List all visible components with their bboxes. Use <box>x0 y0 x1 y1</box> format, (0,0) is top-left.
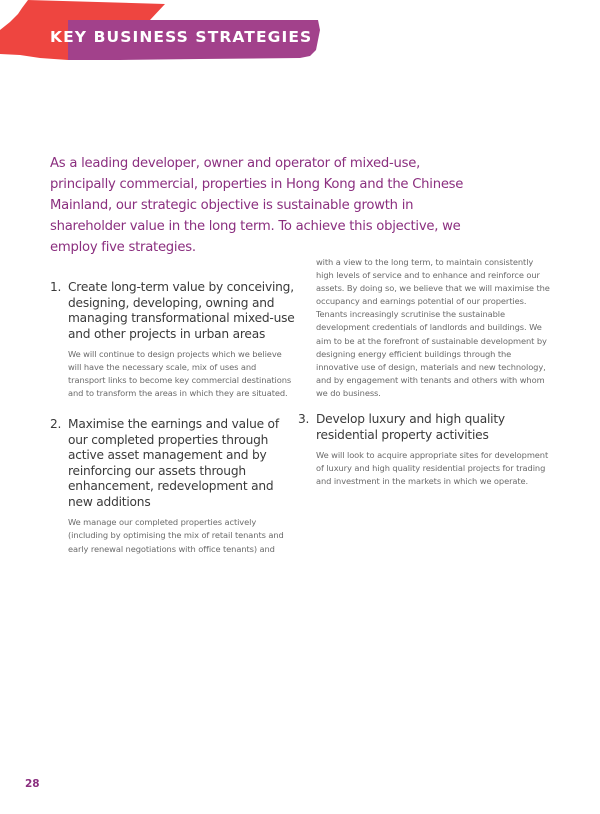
strategy-body: We manage our completed properties actively (including by optimising the mix of retail tenants and early renewal negotiations with office tenants) and <box>68 517 284 554</box>
strategy-1 <box>50 280 295 400</box>
page-title: KEY BUSINESS STRATEGIES <box>50 28 313 46</box>
right-column <box>298 256 551 488</box>
strategy-body: We will continue to design projects which we believe will have the necessary scale, mix of uses and transport links to become key commercial destinations and to transform the areas in which they are situated. <box>68 349 292 399</box>
strategy-number: 2. <box>50 417 62 432</box>
strategy-3 <box>298 412 551 488</box>
strategy-2 <box>50 417 295 555</box>
strategy-heading <box>50 280 295 342</box>
left-column <box>50 280 295 556</box>
strategy-title: Develop luxury and high quality residential property activities <box>316 412 505 442</box>
intro-statement: As a leading developer, owner and operator of mixed-use, principally commercial, properties in Hong Kong and the Chinese Mainland, our strategic objective is sustainable growth in shareholder value in the long term. To achieve this objective, we employ five strategies. <box>50 156 464 255</box>
strategy-body-paragraph: Tenants increasingly scrutinise the sustainable development credentials of landlords and buildings. We aim to be at the forefront of sustainable development by designing energy efficient buildings through the innovative use of design, materials and new technology, and by engagement with tenants and others with whom we do business. <box>316 309 547 398</box>
page-number: 28 <box>25 778 40 790</box>
strategy-title: Maximise the earnings and value of our completed properties through active asset management and by reinforcing our assets through enhancement, redevelopment and new additions <box>68 417 279 509</box>
strategy-number: 1. <box>50 280 62 294</box>
section-banner <box>0 0 330 70</box>
strategy-body: We will look to acquire appropriate sites for development of luxury and high quality residential projects for trading and investment in the markets in which we operate. <box>316 450 549 487</box>
strategy-heading <box>50 417 295 510</box>
strategy-heading <box>298 412 551 443</box>
strategy-number: 3. <box>298 412 310 427</box>
strategy-body-continued: with a view to the long term, to maintain consistently high levels of service and to enhance and reinforce our assets. By doing so, we believe that we will maximise the occupancy and earnings potential of our properties. <box>316 257 550 307</box>
strategy-title: Create long-term value by conceiving, designing, developing, owning and managing transformational mixed-use and other projects in urban areas <box>68 280 295 341</box>
